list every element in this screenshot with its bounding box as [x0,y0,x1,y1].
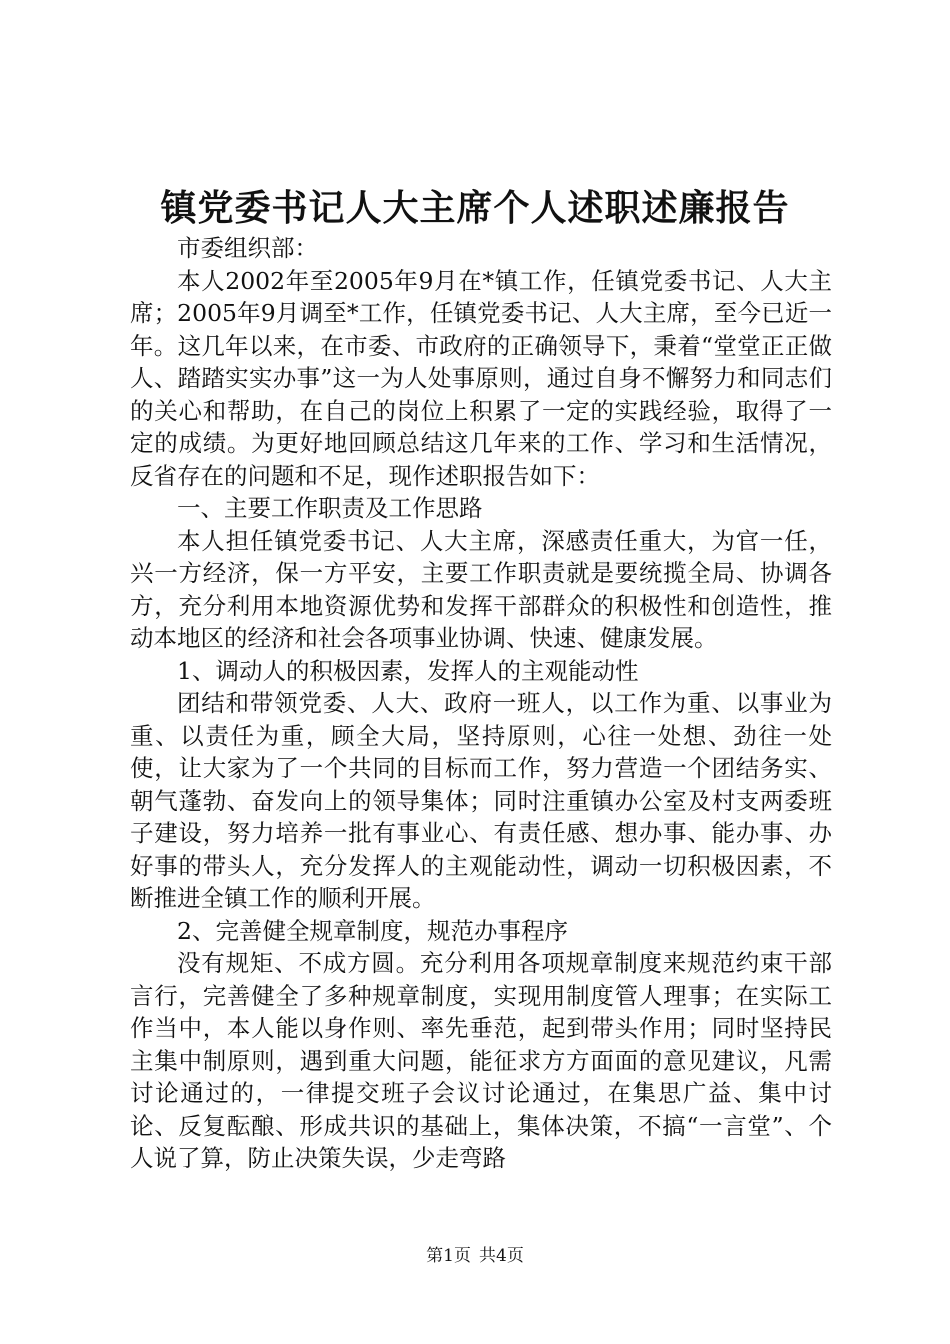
document-body [130,232,832,1175]
paragraph-rules: 没有规矩、不成方圆。充分利用各项规章制度来规范约束干部言行，完善健全了多种规章制度，实现用制度管人理事；在实际工作当中，本人能以身作则、率先垂范，起到带头作用；同时坚持民主集中制原则，遇到重大问题，能征求方方面面的意见建议，凡需讨论通过的，一律提交班子会议讨论通过，在集思广益、集中讨论、反复酝酿、形成共识的基础上，集体决策，不搞“一言堂”、个人说了算，防止决策失误，少走弯路 [130,949,832,1172]
paragraph-duties: 本人担任镇党委书记、人大主席，深感责任重大，为官一任，兴一方经济，保一方平安，主要工作职责就是要统揽全局、协调各方，充分利用本地资源优势和发挥干部群众的积极性和创造性，推动本地区的经济和社会各项事业协调、快速、健康发展。 [130,526,832,652]
subheading-2: 2、完善健全规章制度，规范办事程序 [177,916,568,945]
page-number: 第1页 [426,1246,471,1266]
salutation: 市委组织部： [177,234,318,262]
paragraph-team: 团结和带领党委、人大、政府一班人，以工作为重、以事业为重、以责任为重，顾全大局，坚持原则，心往一处想、劲往一处使，让大家为了一个共同的目标而工作，努力营造一个团结务实、朝气蓬勃、奋发向上的领导集体；同时注重镇办公室及村支两委班子建设，努力培养一批有事业心、有责任感、想办事、能办事、办好事的带头人，充分发挥人的主观能动性，调动一切积极因素，不断推进全镇工作的顺利开展。 [130,689,832,912]
paragraph-intro: 本人2002年至2005年9月在*镇工作，任镇党委书记、人大主席；2005年9月调至*工作，任镇党委书记、人大主席，至今已近一年。这几年以来，在市委、市政府的正确领导下，秉着“堂堂正正做人、踏踏实实办事”这一为人处事原则，通过自身不懈努力和同志们的关心和帮助，在自己的岗位上积累了一定的实践经验，取得了一定的成绩。为更好地回顾总结这几年来的工作、学习和生活情况，反省存在的问题和不足，现作述职报告如下： [130,266,832,490]
document-title: 镇党委书记人大主席个人述职述廉报告 [160,187,790,229]
section-heading-1: 一、主要工作职责及工作思路 [177,494,483,522]
subheading-1: 1、调动人的积极因素，发挥人的主观能动性 [177,656,639,685]
page-footer [0,1244,950,1268]
page-total: 共4页 [479,1246,524,1266]
